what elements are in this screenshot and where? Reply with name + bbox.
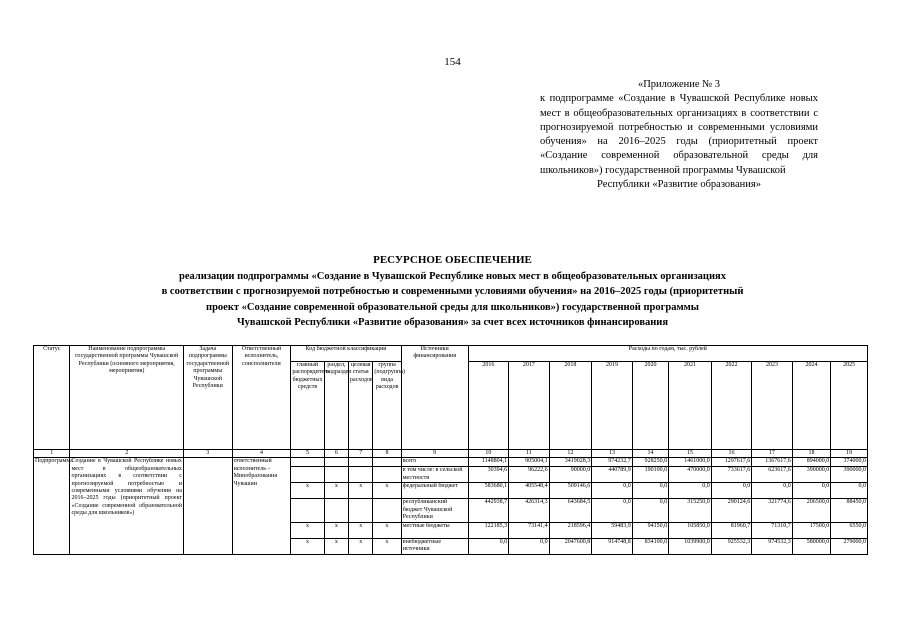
- expense-value-cell: 914748,8: [592, 538, 633, 554]
- expense-value-cell: 0,0: [831, 483, 868, 499]
- funding-source-cell: в том числе: в сельской местности: [401, 467, 468, 483]
- expense-value-cell: 974532,3: [752, 538, 793, 554]
- column-number: 18: [792, 450, 831, 458]
- expense-value-cell: 1297617,6: [711, 458, 752, 467]
- expense-value-cell: 0,0: [468, 538, 509, 554]
- expense-value-cell: 390000,0: [831, 467, 868, 483]
- expense-value-cell: 834100,0: [632, 538, 668, 554]
- header-budget-manager: главный распорядитель бюджетных средств: [291, 362, 324, 450]
- column-number: 13: [592, 450, 633, 458]
- expense-value-cell: 2047600,8: [549, 538, 592, 554]
- column-number: 6: [324, 450, 348, 458]
- expense-value-cell: 405548,4: [509, 483, 550, 499]
- expense-value-cell: 73141,4: [509, 522, 550, 538]
- header-year: 2020: [632, 362, 668, 450]
- header-year: 2018: [549, 362, 592, 450]
- header-year: 2021: [669, 362, 712, 450]
- expense-value-cell: 81960,7: [711, 522, 752, 538]
- budget-code-cell: x: [324, 538, 348, 554]
- column-number: 12: [549, 450, 592, 458]
- header-year: 2017: [509, 362, 550, 450]
- expense-value-cell: 0,0: [792, 483, 831, 499]
- header-year: 2016: [468, 362, 509, 450]
- expense-value-cell: 6550,0: [831, 522, 868, 538]
- budget-code-cell: x: [291, 483, 324, 499]
- expense-value-cell: 0,0: [509, 538, 550, 554]
- subtitle-line: в соответствии с прогнозируемой потребностью и современными условиями обучения» на 2016–2025 годы (приоритетный: [161, 286, 744, 298]
- column-number: 3: [183, 450, 232, 458]
- budget-code-cell: [373, 499, 401, 522]
- task-cell: [183, 458, 232, 554]
- expense-value-cell: 94150,0: [632, 522, 668, 538]
- expense-value-cell: 90000,0: [549, 467, 592, 483]
- budget-code-cell: x: [291, 538, 324, 554]
- expense-value-cell: 218596,4: [549, 522, 592, 538]
- status-cell: Подпрограмма: [34, 458, 70, 554]
- budget-code-cell: [349, 467, 373, 483]
- column-number: 8: [373, 450, 401, 458]
- expense-value-cell: 643684,5: [549, 499, 592, 522]
- column-number: 16: [711, 450, 752, 458]
- expense-value-cell: 321774,6: [752, 499, 793, 522]
- expense-value-cell: 30394,6: [468, 467, 509, 483]
- budget-code-cell: x: [373, 538, 401, 554]
- expense-value-cell: 17500,0: [792, 522, 831, 538]
- resource-table: [33, 345, 868, 555]
- column-number: 15: [669, 450, 712, 458]
- column-number: 4: [232, 450, 291, 458]
- header-responsible: Ответственный исполнитель, соисполнители: [232, 346, 291, 450]
- budget-code-cell: [349, 499, 373, 522]
- budget-code-cell: [291, 458, 324, 467]
- column-number: 2: [70, 450, 183, 458]
- header-year: 2019: [592, 362, 633, 450]
- budget-code-cell: x: [349, 522, 373, 538]
- budget-code-cell: x: [373, 522, 401, 538]
- expense-value-cell: 206500,0: [792, 499, 831, 522]
- header-expenses: Расходы по годам, тыс. рублей: [468, 346, 867, 362]
- expense-value-cell: 470000,0: [669, 467, 712, 483]
- header-year: 2022: [711, 362, 752, 450]
- appendix-body: к подпрограмме «Создание в Чувашской Республике новых мест в общеобразовательных организациях в соответствии с прогнозируемой потребностью и современными условиями обучения» на 2016–2025 годы (приоритетный проект «Создание современной образовательной среды для школьников») государственной программы Чувашской: [540, 93, 818, 176]
- expense-value-cell: 905004,1: [509, 458, 550, 467]
- budget-code-cell: [324, 458, 348, 467]
- column-number: 11: [509, 450, 550, 458]
- expense-value-cell: 0,0: [669, 483, 712, 499]
- expense-value-cell: 105850,0: [669, 522, 712, 538]
- subtitle-line: реализации подпрограммы «Создание в Чувашской Республике новых мест в общеобразовательных организациях: [179, 271, 726, 282]
- expense-value-cell: 0,0: [592, 499, 633, 522]
- expense-value-cell: 509146,6: [549, 483, 592, 499]
- expense-value-cell: 290124,6: [711, 499, 752, 522]
- expense-value-cell: 974232,7: [592, 458, 633, 467]
- column-number: 17: [752, 450, 793, 458]
- budget-code-cell: x: [324, 483, 348, 499]
- expense-value-cell: 279000,0: [831, 538, 868, 554]
- subtitle-line: проект «Создание современной образовательной среды для школьников») государственной программы: [206, 301, 699, 313]
- budget-code-cell: [373, 458, 401, 467]
- column-number-row: [34, 450, 868, 458]
- budget-code-cell: [324, 467, 348, 483]
- budget-code-cell: x: [373, 483, 401, 499]
- column-number: 5: [291, 450, 324, 458]
- budget-code-cell: [373, 467, 401, 483]
- expense-value-cell: 190100,0: [632, 467, 668, 483]
- expense-value-cell: 390000,0: [792, 467, 831, 483]
- appendix-last-line: Республики «Развитие образования»: [597, 179, 761, 191]
- expense-value-cell: 0,0: [592, 483, 633, 499]
- subprogram-name-cell: Создание в Чувашской Республике новых мест в общеобразовательных организациях в соответствии с прогнозируемой потребностью и современными условиями обучения на 2016–2025 годы (приоритетный проект «Создание современной образовательной среды для школьников»): [70, 458, 183, 554]
- expense-value-cell: 88450,0: [831, 499, 868, 522]
- header-year: 2024: [792, 362, 831, 450]
- document-title: РЕСУРСНОЕ ОБЕСПЕЧЕНИЕ: [373, 254, 532, 266]
- budget-code-cell: [349, 458, 373, 467]
- header-budget-code: Код бюджетной классификации: [291, 346, 401, 362]
- expense-value-cell: 1039900,0: [669, 538, 712, 554]
- column-number: 1: [34, 450, 70, 458]
- header-name: Наименование подпрограммы государственной программы Чувашской Республики (основного мероприятия, мероприятия): [70, 346, 183, 450]
- expense-value-cell: 440789,9: [592, 467, 633, 483]
- funding-source-cell: республиканский бюджет Чувашской Республики: [401, 499, 468, 522]
- expense-value-cell: 71310,7: [752, 522, 793, 538]
- budget-code-cell: x: [291, 522, 324, 538]
- budget-code-cell: [324, 499, 348, 522]
- expense-value-cell: 583680,1: [468, 483, 509, 499]
- column-number: 19: [831, 450, 868, 458]
- expense-value-cell: 1461000,0: [669, 458, 712, 467]
- expense-value-cell: 1367617,6: [752, 458, 793, 467]
- expense-value-cell: 925532,3: [711, 538, 752, 554]
- table-row: [34, 458, 868, 467]
- funding-source-cell: местные бюджеты: [401, 522, 468, 538]
- document-subtitle: [0, 269, 905, 331]
- expense-value-cell: 1148804,1: [468, 458, 509, 467]
- header-section: раздел, подраздел: [324, 362, 348, 450]
- responsible-cell: ответственный исполнитель – Минобразования Чувашии: [232, 458, 291, 554]
- expense-value-cell: 59483,9: [592, 522, 633, 538]
- subtitle-line: Чувашской Республики «Развитие образования» за счет всех источников финансирования: [236, 317, 669, 329]
- expense-value-cell: 733617,6: [711, 467, 752, 483]
- appendix-note: [540, 78, 818, 192]
- budget-code-cell: x: [324, 522, 348, 538]
- funding-source-cell: федеральный бюджет: [401, 483, 468, 499]
- budget-code-cell: [291, 467, 324, 483]
- funding-source-cell: внебюджетные источники: [401, 538, 468, 554]
- expense-value-cell: 0,0: [632, 499, 668, 522]
- expense-value-cell: 0,0: [752, 483, 793, 499]
- header-sources: Источники финансирования: [401, 346, 468, 450]
- column-number: 10: [468, 450, 509, 458]
- column-number: 9: [401, 450, 468, 458]
- expense-value-cell: 122185,3: [468, 522, 509, 538]
- funding-source-cell: всего: [401, 458, 468, 467]
- expense-value-cell: 580000,0: [792, 538, 831, 554]
- expense-value-cell: 374000,0: [831, 458, 868, 467]
- expense-value-cell: 96222,6: [509, 467, 550, 483]
- header-target-article: целевая статья расходов: [349, 362, 373, 450]
- header-task: Задача подпрограммы государственной программы Чувашской Республики: [183, 346, 232, 450]
- column-number: 14: [632, 450, 668, 458]
- expense-value-cell: 0,0: [632, 483, 668, 499]
- header-year: 2025: [831, 362, 868, 450]
- expense-value-cell: 315250,0: [669, 499, 712, 522]
- expense-value-cell: 0,0: [711, 483, 752, 499]
- header-expense-group: группа (подгруппа) вида расходов: [373, 362, 401, 450]
- expense-value-cell: 623617,6: [752, 467, 793, 483]
- budget-code-cell: [291, 499, 324, 522]
- expense-value-cell: 426314,3: [509, 499, 550, 522]
- expense-value-cell: 928250,0: [632, 458, 668, 467]
- column-number: 7: [349, 450, 373, 458]
- header-status: Статус: [34, 346, 70, 450]
- expense-value-cell: 442938,7: [468, 499, 509, 522]
- budget-code-cell: x: [349, 483, 373, 499]
- page-number: 154: [444, 56, 461, 68]
- header-year: 2023: [752, 362, 793, 450]
- expense-value-cell: 894000,0: [792, 458, 831, 467]
- budget-code-cell: x: [349, 538, 373, 554]
- appendix-heading: «Приложение № 3: [637, 79, 721, 90]
- expense-value-cell: 3419028,3: [549, 458, 592, 467]
